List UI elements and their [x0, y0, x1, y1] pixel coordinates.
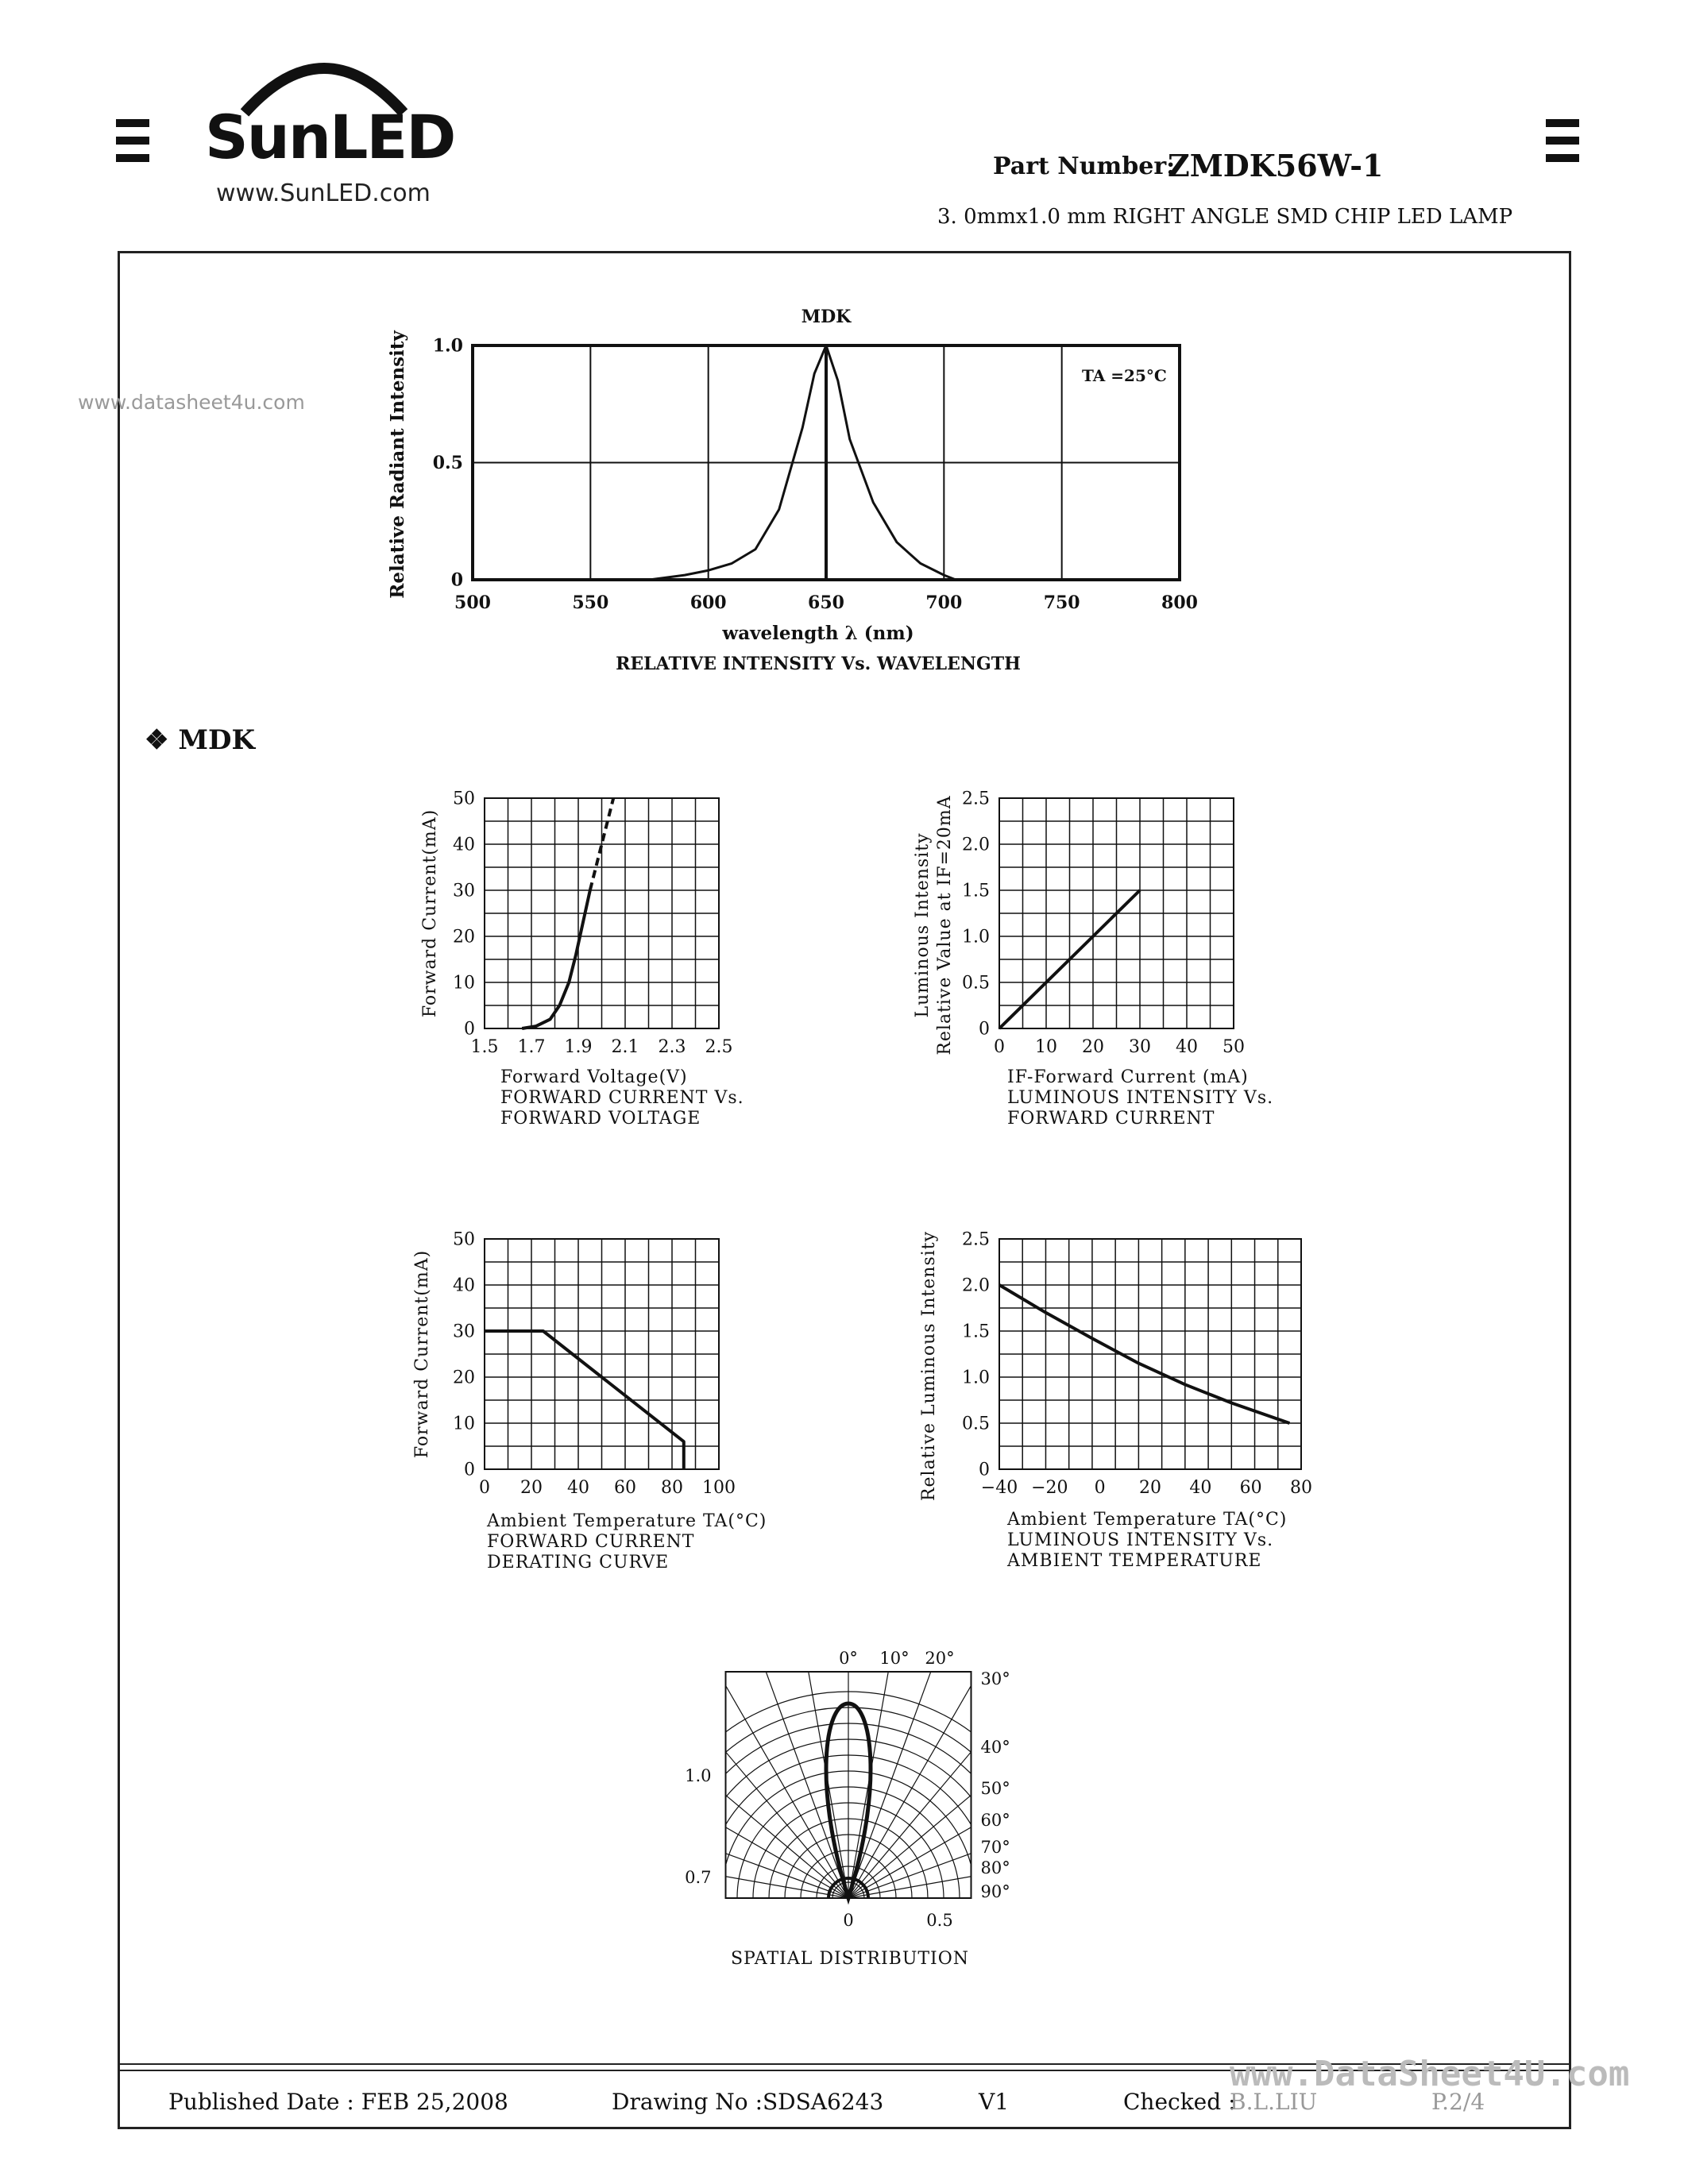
y-tick-label: 0 [450, 569, 463, 591]
watermark-top: www.datasheet4u.com [78, 391, 305, 414]
lc-x-label: IF-Forward Current (mA) [1007, 1067, 1249, 1087]
x-tick-label: 750 [1043, 592, 1080, 613]
footer-published-date: Published Date : FEB 25,2008 [168, 2089, 508, 2115]
x-tick-label: 0 [479, 1478, 490, 1498]
polar-spoke [848, 1843, 1049, 1898]
angle-label: 80° [980, 1858, 1010, 1877]
angle-label: 50° [980, 1779, 1010, 1798]
y-tick-label: 50 [453, 789, 475, 809]
y-tick-label: 2.0 [962, 1275, 990, 1296]
lt-y-label: Relative Luminous Intensity [919, 1230, 939, 1502]
chart-luminous-vs-temperature [906, 1223, 1319, 1572]
chart-luminous-vs-current [906, 782, 1279, 1132]
x-tick-label: 600 [689, 592, 727, 613]
derating-caption-2: DERATING CURVE [487, 1553, 670, 1572]
right-bars-icon [1546, 119, 1579, 172]
logo-wordmark: SunLED [205, 102, 455, 172]
chart-spectrum [373, 302, 1247, 683]
lc-plot-area [962, 789, 1245, 1057]
y-tick-label: 0 [979, 1460, 990, 1480]
derating-x-label: Ambient Temperature TA(°C) [487, 1511, 767, 1531]
angle-label: 40° [980, 1738, 1010, 1757]
x-tick-label: 60 [1239, 1478, 1262, 1498]
x-tick-label: 650 [808, 592, 844, 613]
y-tick-label: 1.0 [962, 1368, 990, 1388]
angle-label: 0° [839, 1649, 858, 1668]
y-tick-label: 20 [453, 1368, 475, 1388]
lc-y-label-2: Relative Value at IF=20mA [935, 795, 955, 1055]
y-tick-label: 40 [453, 1275, 475, 1296]
x-tick-label: 80 [661, 1478, 683, 1498]
lt-plot-area [962, 1230, 1312, 1498]
part-number-label: Part Number: [993, 152, 1176, 180]
x-tick-label: 1.5 [470, 1037, 499, 1057]
x-tick-label: 2.1 [611, 1037, 639, 1057]
radial-label: 0.5 [926, 1911, 953, 1930]
spectrum-caption: RELATIVE INTENSITY Vs. WAVELENGTH [616, 654, 1021, 674]
x-tick-label: 30 [1129, 1037, 1151, 1057]
y-tick-label: 1.5 [962, 1322, 990, 1342]
lt-caption-1: LUMINOUS INTENSITY Vs. [1007, 1530, 1274, 1550]
angle-label: 30° [980, 1669, 1010, 1688]
polar-ring [667, 1692, 1049, 1974]
spatial-caption: SPATIAL DISTRIBUTION [730, 1949, 970, 1969]
x-tick-label: 60 [614, 1478, 636, 1498]
polar-spoke [848, 1739, 1049, 1898]
x-tick-label: 10 [1035, 1037, 1057, 1057]
footer-page: P.2/4 [1431, 2089, 1485, 2115]
chart-forward-current-derating [405, 1223, 778, 1572]
y-tick-label: 50 [453, 1229, 475, 1250]
lc-y-label-1: Luminous Intensity [913, 832, 933, 1018]
y-tick-label: 0 [464, 1019, 475, 1040]
chart-spatial-distribution [667, 1640, 1049, 1974]
logo-url: www.SunLED.com [216, 179, 431, 207]
x-tick-label: 20 [1139, 1478, 1161, 1498]
footer-drawing-number: Drawing No :SDSA6243 [612, 2089, 884, 2115]
y-tick-label: 1.0 [962, 927, 990, 947]
y-tick-label: 1.5 [962, 881, 990, 901]
y-tick-label: 10 [453, 973, 475, 994]
left-bars-icon [116, 119, 149, 172]
y-tick-label: 2.0 [962, 835, 990, 855]
lc-caption-2: FORWARD CURRENT [1007, 1109, 1215, 1129]
y-tick-label: 20 [453, 927, 475, 947]
y-tick-label: 2.5 [962, 1229, 990, 1250]
angle-label: 70° [980, 1838, 1010, 1857]
x-tick-label: 550 [572, 592, 609, 613]
angle-label: 90° [980, 1882, 1010, 1901]
y-tick-label: 30 [453, 881, 475, 901]
angle-label: 60° [980, 1811, 1010, 1830]
y-tick-label: 1.0 [432, 335, 463, 357]
lt-x-label: Ambient Temperature TA(°C) [1007, 1510, 1288, 1530]
footer-checked-label: Checked : [1123, 2089, 1236, 2115]
product-subtitle: 3. 0mmx1.0 mm RIGHT ANGLE SMD CHIP LED LAMP [937, 205, 1513, 229]
x-tick-label: 1.9 [564, 1037, 593, 1057]
x-tick-label: 20 [1082, 1037, 1104, 1057]
iv-x-label: Forward Voltage(V) [500, 1067, 688, 1087]
x-tick-label: 20 [520, 1478, 543, 1498]
derating-y-label: Forward Current(mA) [412, 1249, 432, 1459]
iv-caption-2: FORWARD VOLTAGE [500, 1109, 701, 1129]
lc-caption-1: LUMINOUS INTENSITY Vs. [1007, 1088, 1274, 1108]
x-tick-label: 700 [925, 592, 963, 613]
x-tick-label: 2.3 [658, 1037, 686, 1057]
y-tick-label: 10 [453, 1414, 475, 1434]
x-tick-label: 40 [1189, 1478, 1212, 1498]
section-heading: ❖ MDK [145, 724, 255, 756]
x-tick-label: 40 [567, 1478, 589, 1498]
spectrum-y-label: Relative Radiant Intensity [387, 330, 408, 599]
x-tick-label: 100 [702, 1478, 736, 1498]
x-tick-label: −20 [1031, 1478, 1068, 1498]
iv-y-label: Forward Current(mA) [420, 808, 440, 1018]
x-tick-label: 1.7 [517, 1037, 546, 1057]
x-tick-label: 800 [1161, 592, 1198, 613]
polar-grid [667, 1640, 1049, 1974]
footer-version: V1 [979, 2089, 1010, 2115]
derating-caption-1: FORWARD CURRENT [487, 1532, 695, 1552]
x-tick-label: 50 [1223, 1037, 1245, 1057]
spectrum-series-label: MDK [801, 307, 852, 327]
footer-checked-by: B.L.LIU [1230, 2089, 1318, 2115]
iv-caption-1: FORWARD CURRENT Vs. [500, 1088, 744, 1108]
angle-label: 10° [879, 1649, 910, 1668]
spectrum-annotation: TA =25°C [1082, 366, 1167, 385]
x-tick-label: 80 [1290, 1478, 1312, 1498]
y-tick-label: 40 [453, 835, 475, 855]
spatial-plot-area [667, 1640, 1049, 1974]
y-tick-label: 0 [979, 1019, 990, 1040]
part-number: ZMDK56W-1 [1168, 148, 1384, 183]
y-tick-label: 2.5 [962, 789, 990, 809]
lt-caption-2: AMBIENT TEMPERATURE [1007, 1551, 1262, 1571]
derating-plot-area [453, 1230, 736, 1498]
y-tick-label: 0.5 [962, 1414, 990, 1434]
x-tick-label: 0 [994, 1037, 1005, 1057]
x-tick-label: 0 [1094, 1478, 1106, 1498]
chart-forward-current-vs-voltage [413, 782, 747, 1132]
y-tick-label: 30 [453, 1322, 475, 1342]
radial-label: 0 [843, 1911, 854, 1930]
watermark-bottom: www.DataSheet4U.com [1230, 2054, 1630, 2094]
x-tick-label: −40 [980, 1478, 1018, 1498]
radial-label: 1.0 [685, 1766, 712, 1785]
x-tick-label: 500 [454, 592, 491, 613]
y-tick-label: 0.5 [432, 453, 463, 474]
iv-plot-area [453, 789, 733, 1057]
x-tick-label: 2.5 [705, 1037, 733, 1057]
radial-label: 0.7 [685, 1868, 712, 1887]
x-tick-label: 40 [1176, 1037, 1198, 1057]
polar-spoke [848, 1789, 1049, 1898]
y-tick-label: 0 [464, 1460, 475, 1480]
spectrum-x-label: wavelength λ (nm) [722, 623, 914, 644]
angle-label: 20° [925, 1649, 955, 1668]
y-tick-label: 0.5 [962, 973, 990, 994]
